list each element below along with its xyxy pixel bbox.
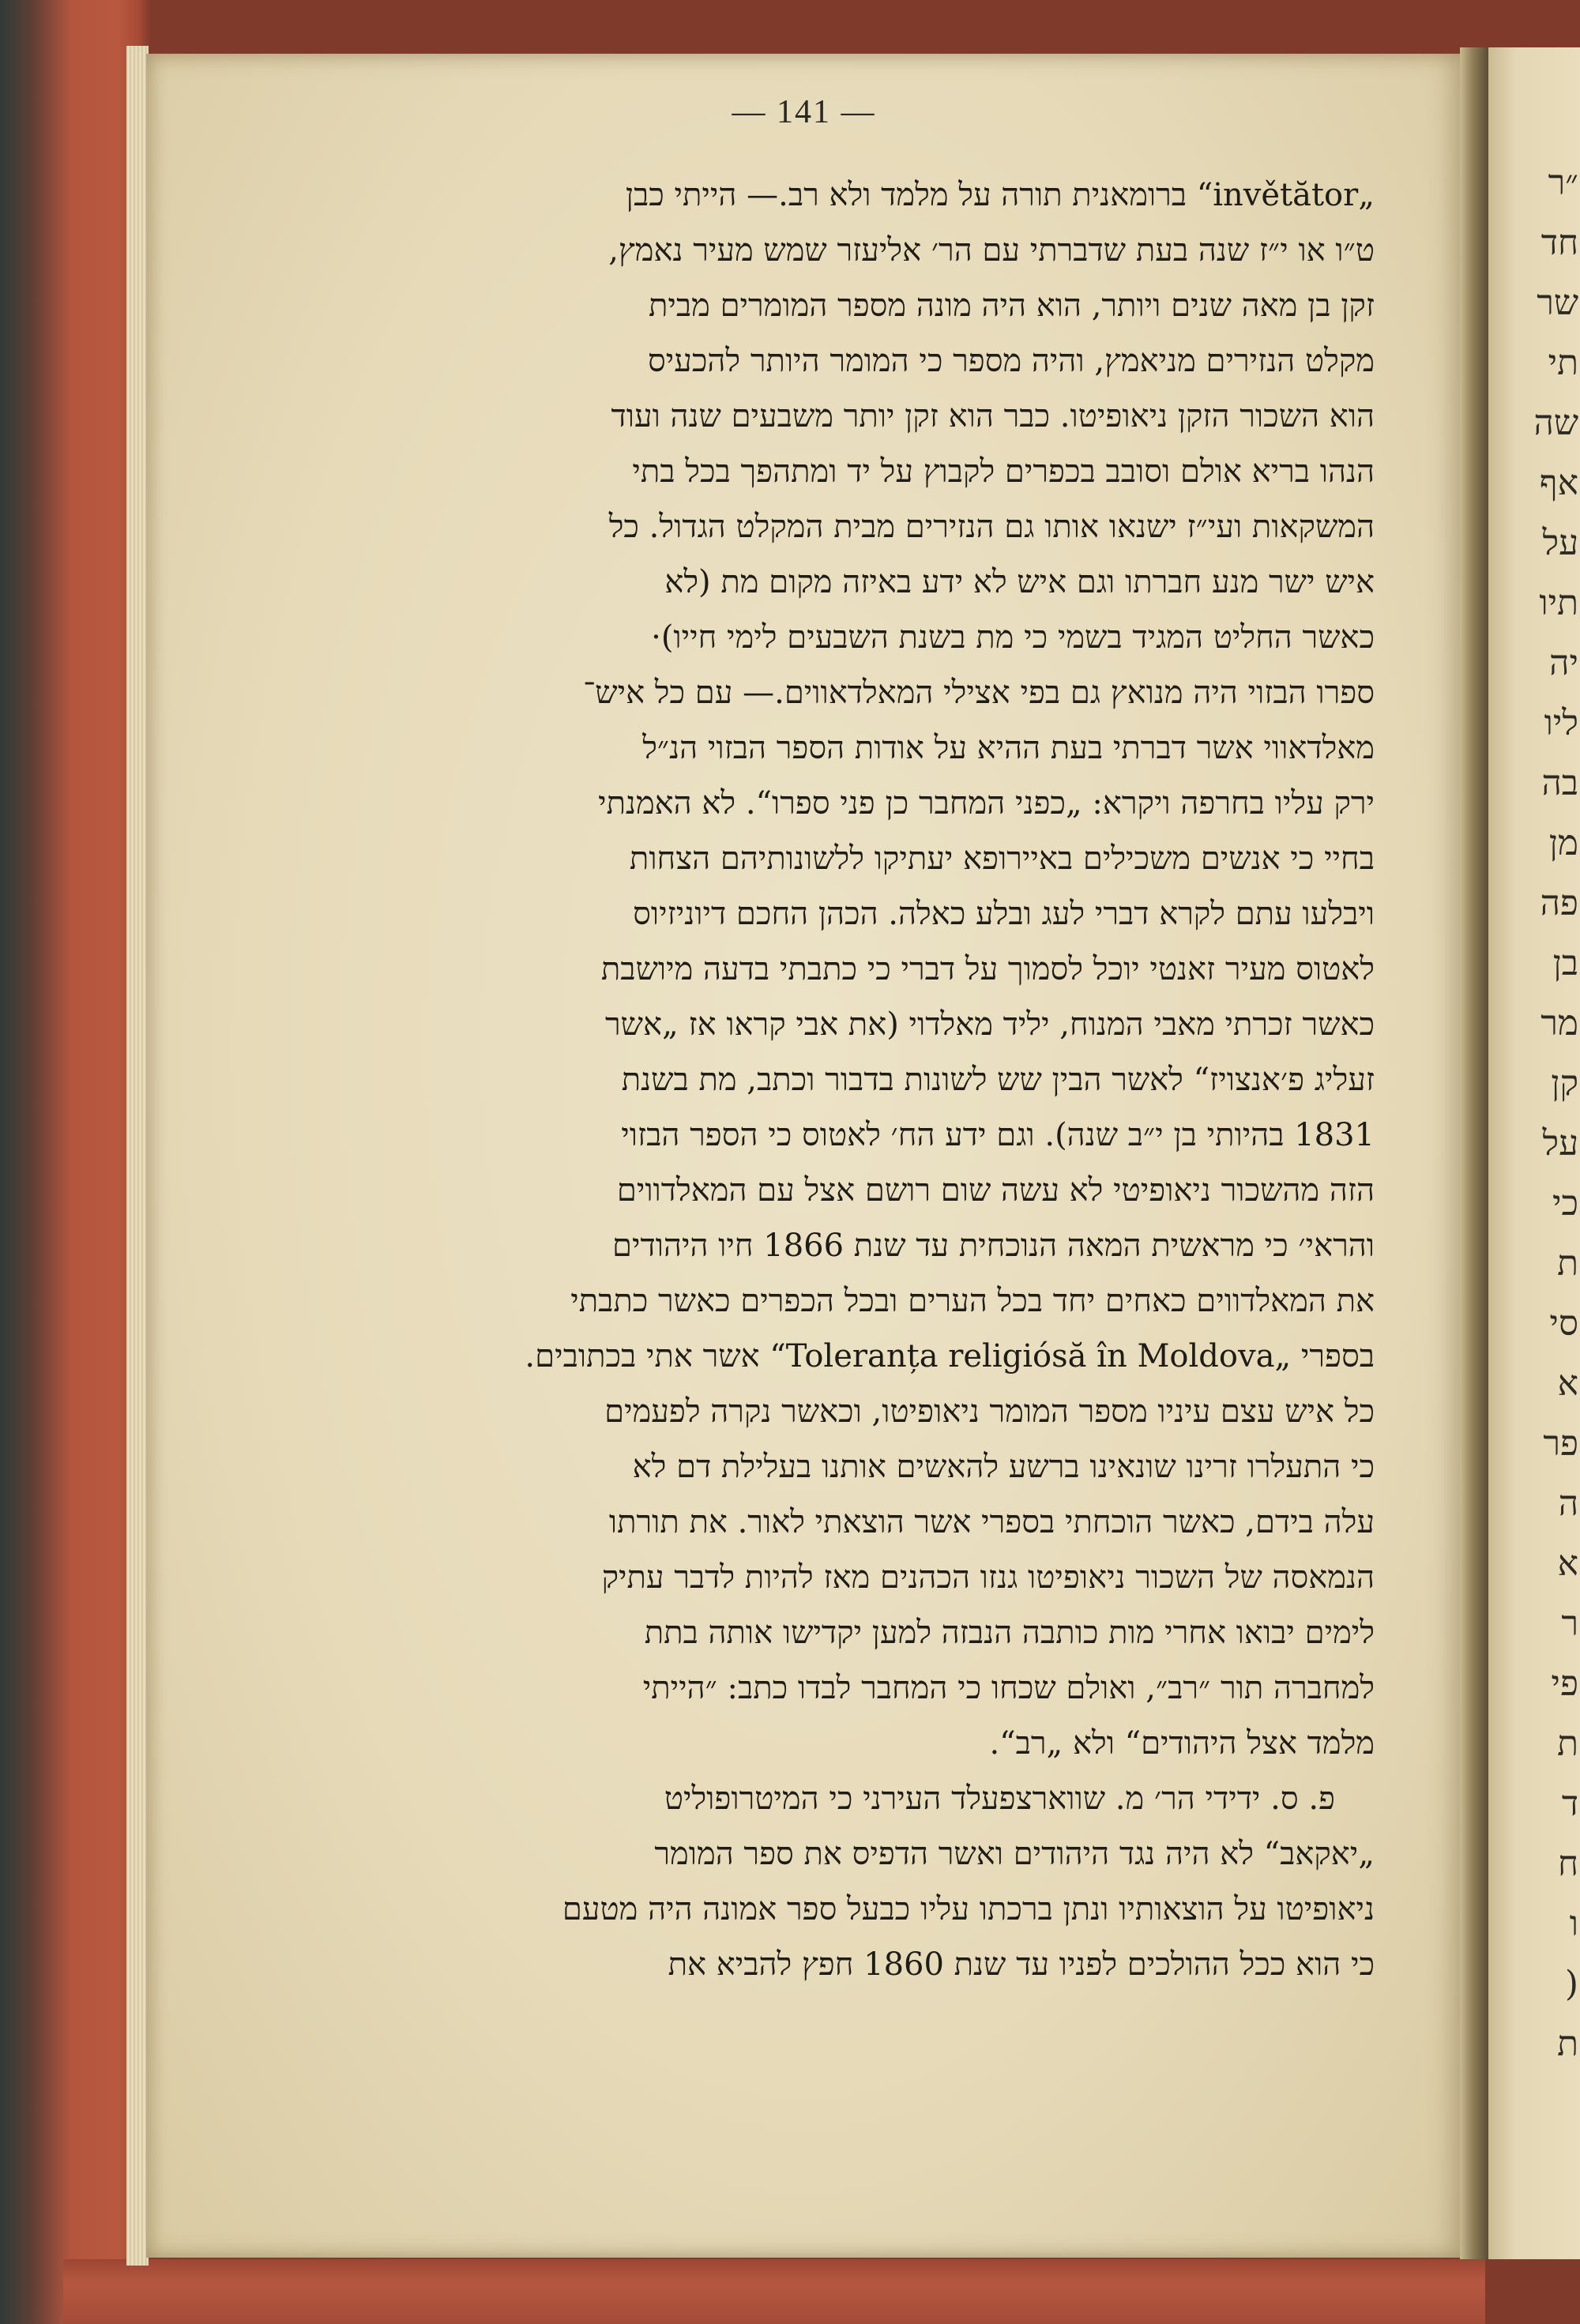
text-line: מקלט הנזירים מניאמץ, והיה מספר כי המומר היותר להכעיס <box>647 343 1375 379</box>
text-line: ויבלעו עתם לקרא דברי לעג ובלע כאלה. הכהן החכם דיוניזיוס <box>633 896 1375 932</box>
text-line: לימים יבואו אחרי מות כותבה הנבזה למען יקדישו אותה בתת <box>644 1615 1375 1651</box>
facing-page-fragment: תיו <box>1539 583 1578 623</box>
facing-page-fragment: ת <box>1557 2024 1578 2064</box>
text-line: עלה בידם, כאשר הוכחתי בספרי אשר הוצאתי לאור. את תורתו <box>608 1504 1375 1540</box>
facing-page-fragment: שה <box>1533 403 1578 443</box>
facing-page-fragment: אף <box>1539 463 1578 503</box>
text-line: „invětător“ ברומאנית תורה על מלמד ולא רב.— הייתי כבן <box>625 177 1375 213</box>
facing-page-fragment: א <box>1557 1544 1578 1584</box>
text-line: והראי׳ כי מראשית המאה הנוכחית עד שנת 1866 חיו היהודים <box>612 1228 1375 1264</box>
text-line: למחברה תור ״רב״, ואולם שכחו כי המחבר לבדו כתב: ״הייתי <box>642 1670 1375 1706</box>
book-gutter <box>1460 47 1488 2259</box>
facing-page-fragment: קן <box>1551 1063 1578 1104</box>
facing-page-fragment: ת <box>1557 1724 1578 1764</box>
text-line: הנמאסה של השכור ניאופיטו גנזו הכהנים מאז להיות לדבר עתיק <box>601 1559 1375 1596</box>
text-line: בחיי כי אנשים משכילים באיירופא יעתיקו ללשונותיהם הצחות <box>629 840 1375 877</box>
facing-page-fragment: ה <box>1558 1484 1578 1524</box>
facing-page-fragment: על <box>1542 523 1578 563</box>
facing-page-fragment: תי <box>1548 343 1578 383</box>
text-line: ירק עליו בחרפה ויקרא: „כפני המחבר כן פני ספרו“. לא האמנתי <box>598 785 1375 822</box>
facing-page-fragment: ת <box>1557 1243 1578 1284</box>
facing-page-fragment: ר <box>1561 1604 1578 1644</box>
facing-page-fragment: בן <box>1552 943 1578 983</box>
text-line: כאשר החליט המגיד בשמי כי מת בשנת השבעים לימי חייו)· <box>651 619 1375 656</box>
text-line: מלמד אצל היהודים“ ולא „רב“. <box>989 1725 1375 1762</box>
text-line: „יאקאב“ לא היה נגד היהודים ואשר הדפיס את ספר המומר <box>654 1836 1375 1872</box>
facing-page-fragment: ״ר <box>1548 163 1578 203</box>
facing-page-fragment: פה <box>1540 883 1578 923</box>
text-line: כי התעלרו זרינו שונאינו ברשע להאשים אותנו בעלילת דם לא <box>632 1449 1375 1485</box>
facing-page-fragment: מן <box>1548 823 1578 863</box>
facing-page-fragment: ( <box>1564 1964 1578 2004</box>
text-line: מאלדאווי אשר דברתי בעת ההיא על אודות הספר הבזוי הנ״ל <box>642 730 1375 766</box>
page-text-block <box>300 167 1375 1992</box>
facing-page-fragment: סי <box>1549 1303 1578 1344</box>
text-line: זעליג פ׳אנצויז“ לאשר הבין שש לשונות בדבור וכתב, מת בשנת <box>621 1062 1375 1098</box>
page-number: — 141 — <box>732 94 876 130</box>
text-line: ט״ו או י״ז שנה בעת שדברתי עם הר׳ אליעזר שמש מעיר נאמץ, <box>608 232 1375 269</box>
text-line: המשקאות ועי״ז ישנאו אותו גם הנזירים מבית המקלט הגדול. כל <box>608 509 1375 545</box>
facing-page-fragment: ח <box>1557 1844 1578 1884</box>
facing-page-fragment: ד <box>1561 1784 1578 1824</box>
facing-page-fragment: א <box>1557 1363 1578 1404</box>
text-line: הזה מהשכור ניאופיטי לא עשה שום רושם אצל עם המאלדווים <box>616 1172 1375 1209</box>
text-line: בספרי „Toleranța religiósă în Moldova“ אשר אתי בכתובים. <box>525 1338 1375 1374</box>
text-line: זקן בן מאה שנים ויותר, הוא היה מונה מספר המומרים מבית <box>648 288 1375 324</box>
facing-page-fragment: יה <box>1549 643 1578 683</box>
facing-page-fragment: ו <box>1569 1904 1578 1944</box>
facing-page-fragment: על <box>1542 1123 1578 1164</box>
text-line: ניאופיטו על הוצאותיו ונתן ברכתו עליו כבעל ספר אמונה היה מטעם <box>562 1891 1375 1927</box>
facing-page-fragment: כי <box>1552 1183 1578 1224</box>
text-line: לאטוס מעיר זאנטי יוכל לסמוך על דברי כי כתבתי בדעה מיושבת <box>600 951 1375 987</box>
facing-page-fragment: פר <box>1543 1423 1578 1464</box>
text-line: 1831 בהיותי בן י״ב שנה). וגם ידע הח׳ לאטוס כי הספר הבזוי <box>621 1117 1375 1153</box>
facing-page <box>1488 47 1580 2259</box>
facing-page-fragment: ליו <box>1544 703 1578 743</box>
text-line: את המאלדווים כאחים יחד בכל הערים ובכל הכפרים כאשר כתבתי <box>570 1283 1375 1319</box>
text-line: פ. ס. ידידי הר׳ מ. שווארצפעלד העירני כי המיטרופוליט <box>664 1781 1335 1817</box>
text-line: כאשר זכרתי מאבי המנוח, יליד מאלדוי (את אבי קראו אז „אשר <box>605 1006 1375 1043</box>
binding-bottom-edge <box>63 2259 1485 2324</box>
text-line: כל איש עצם עיניו מספר המומר ניאופיטו, וכאשר נקרה לפעמים <box>604 1393 1375 1430</box>
text-line: הנהו בריא אולם וסובב בכפרים לקבוץ על יד ומתהפך בכל בתי <box>632 453 1375 490</box>
text-line: כי הוא ככל ההולכים לפניו עד שנת 1860 חפץ להביא את <box>668 1946 1375 1983</box>
facing-page-fragment: בה <box>1541 763 1578 803</box>
facing-page-fragment: שר <box>1537 283 1578 323</box>
facing-page-fragment: מר <box>1540 1003 1578 1044</box>
text-line: ספרו הבזוי היה מנואץ גם בפי אצילי המאלדאווים.— עם כל איש־ <box>582 675 1375 711</box>
facing-page-fragment: חד <box>1540 223 1578 263</box>
page-stack-edge <box>126 46 149 2266</box>
text-line: הוא השכור הזקן ניאופיטו. כבר הוא זקן יותר משבעים שנה ועוד <box>611 398 1375 434</box>
text-line: איש ישר מנע חברתו וגם איש לא ידע באיזה מקום מת (לא <box>664 564 1375 600</box>
facing-page-fragment: פי <box>1551 1664 1578 1704</box>
